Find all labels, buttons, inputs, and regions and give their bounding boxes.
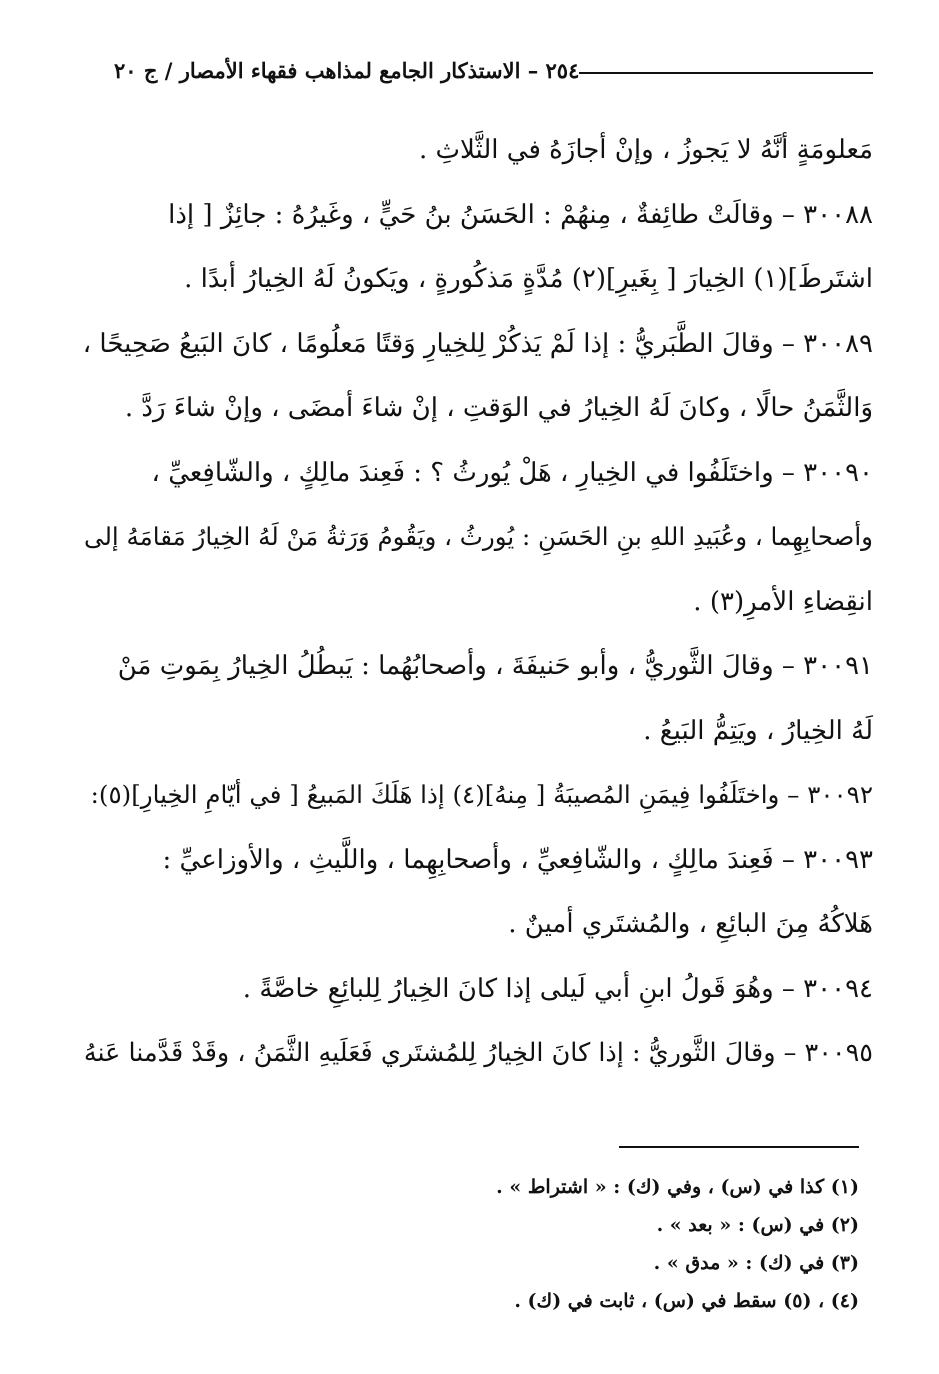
footnote-4-5: (٤) ، (٥) سقط في (س) ، ثابت في (ك) . — [514, 1290, 859, 1312]
text-line: وَالثَّمَنُ حالًا ، وكانَ لَهُ الخِيارُ في الوَقتِ ، إنْ شاءَ أمضَى ، وإنْ شاءَ رَدَّ . — [124, 393, 873, 423]
text-line: ٣٠٠٩٤ – وهُوَ قَولُ ابنِ أبي لَيلى إذا كانَ الخِيارُ لِلبائِعِ خاصَّةً . — [242, 973, 873, 1004]
footnote-divider — [619, 1146, 859, 1148]
text-line: هَلاكُهُ مِنَ البائِعِ ، والمُشتَري أمينٌ . — [508, 909, 873, 939]
footnote-2: (٢) في (س) : « بعد » . — [656, 1214, 859, 1236]
paragraph-30094 — [77, 957, 873, 1022]
header-rule — [579, 72, 873, 74]
text-line: ٣٠٠٨٨ – وقالَتْ طائِفةٌ ، مِنهُمْ : الحَسَنُ بنُ حَيٍّ ، وغَيرُهُ : جائِزٌ [ إذا — [168, 199, 873, 230]
running-header — [100, 58, 873, 83]
paragraph-30093 — [77, 828, 873, 957]
text-line: ٣٠٠٩٠ – واختَلَفُوا في الخِيارِ ، هَلْ يُورثُ ؟ : فَعِندَ مالِكٍ ، والشّافِعيِّ ، — [151, 457, 873, 488]
footnote-1: (١) كذا في (س) ، وفي (ك) : « اشتراط » . — [496, 1176, 859, 1198]
text-line: اشتَرطَ](١) الخِيارَ [ بِغَيرِ](٢) مُدَّةٍ مَذكُورةٍ ، ويَكونُ لَهُ الخِيارُ أبدًا . — [184, 264, 873, 294]
main-text — [77, 118, 873, 1086]
paragraph-30095 — [77, 1021, 873, 1086]
paragraph-continuation — [77, 118, 873, 183]
text-line: ٣٠٠٩١ – وقالَ الثَّوريُّ ، وأبو حَنيفَةَ ، وأصحابُهُما : يَبطُلُ الخِيارُ بِمَوتِ مَنْ — [117, 651, 873, 681]
text-line: انقِضاءِ الأمرِ(٣) . — [693, 586, 873, 617]
text-line: ٣٠٠٩٣ – فَعِندَ مالِكٍ ، والشّافِعيِّ ، وأصحابِهِما ، واللَّيثِ ، والأوزاعيِّ : — [162, 844, 873, 875]
text-line: مَعلومَةٍ أنَّهُ لا يَجوزُ ، وإنْ أجازَهُ في الثَّلاثِ . — [419, 135, 873, 165]
text-line: لَهُ الخِيارُ ، ويَتِمُّ البَيعُ . — [643, 715, 873, 746]
footnote-3: (٣) في (ك) : « مدق » . — [653, 1252, 859, 1274]
paragraph-30092 — [77, 763, 873, 828]
header-title: ٢٥٤ – الاستذكار الجامع لمذاهب فقهاء الأمصار / ج ٢٠ — [114, 58, 580, 83]
paragraph-30091 — [77, 634, 873, 763]
paragraph-30088 — [77, 183, 873, 312]
paragraph-30089 — [77, 312, 873, 441]
text-line: ٣٠٠٩٢ – واختَلَفُوا فِيمَنِ المُصيبَةُ [ مِنهُ](٤) إذا هَلَكَ المَبيعُ [ في أيّامِ الخِيارِ](٥): — [90, 780, 873, 809]
footnotes — [159, 1168, 859, 1320]
text-line: وأصحابِهِما ، وعُبَيدِ اللهِ بنِ الحَسَنِ : يُورثُ ، ويَقُومُ وَرَثةُ مَنْ لَهُ الخِيارُ مَقامَهُ إلى — [84, 522, 873, 551]
text-line: ٣٠٠٨٩ – وقالَ الطَّبَريُّ : إذا لَمْ يَذكُرْ لِلخِيارِ وَقتًا مَعلُومًا ، كانَ البَيعُ صَحِيحًا ، — [82, 328, 873, 359]
paragraph-30090 — [77, 441, 873, 635]
text-line: ٣٠٠٩٥ – وقالَ الثَّوريُّ : إذا كانَ الخِيارُ لِلمُشتَري فَعَلَيهِ الثَّمَنُ ، وقَدْ قَدَّمنا عَنهُ — [83, 1038, 873, 1068]
